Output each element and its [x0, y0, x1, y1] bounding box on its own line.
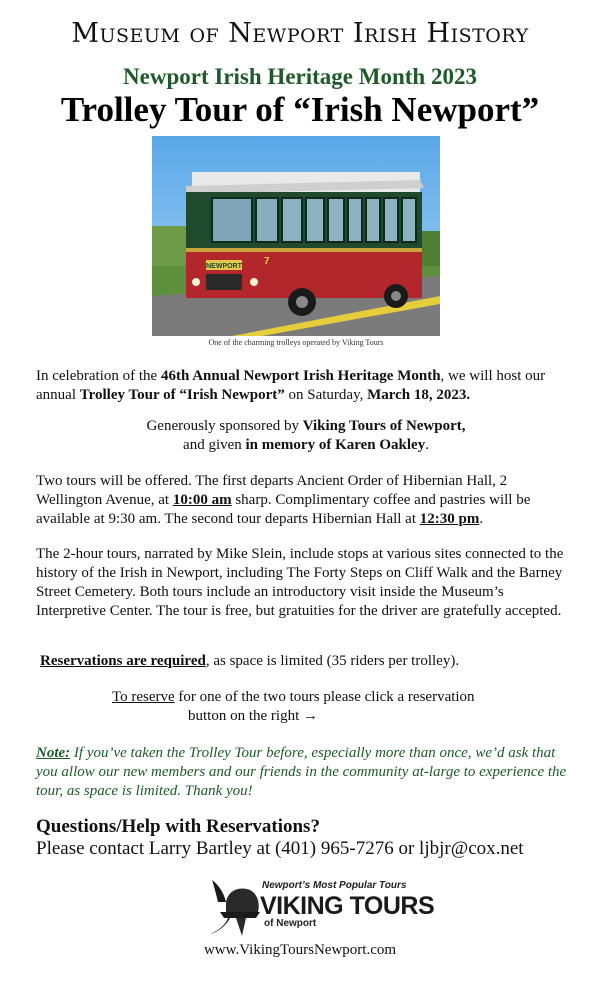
memorial-name: in memory of Karen Oakley — [245, 437, 426, 453]
trolley-sign: NEWPORT — [206, 263, 242, 270]
heritage-month-bold: 46th Annual Newport Irish Heritage Month — [160, 368, 441, 384]
reservations-required: Reservations are required — [40, 653, 206, 669]
reserve-link[interactable]: To reserve — [112, 689, 175, 705]
reserve-paragraph: To reserve for one of the two tours please click a reservation button on the right → — [112, 689, 475, 724]
tours-paragraph: Two tours will be offered. The first departs Ancient Order of Hibernian Hall, 2 Wellington Avenue, at 10:00 am sharp. Complimentary coffee and pastries will be available at 9:30 am. The second tour departs Hibernian Hall at 12:30 pm. — [36, 473, 531, 527]
note-paragraph: Note: If you’ve taken the Trolley Tour before, especially more than once, we’d ask that you allow our new members and our friends in the community at-large to experience the tour, as space is limited. Thank you! — [36, 745, 567, 799]
tour-name-bold: Trolley Tour of “Irish Newport” — [79, 387, 285, 403]
questions-heading: Questions/Help with Reservations? — [36, 816, 320, 837]
sponsor-paragraph: Generously sponsored by Viking Tours of Newport, and given in memory of Karen Oakley. — [146, 418, 466, 453]
details-paragraph: The 2-hour tours, narrated by Mike Slein, include stops at various sites connected to the history of the Irish in Newport, including The Forty Steps on Cliff Walk and the Barney Street Cemetery. Both tours include an introductory visit inside the Museum’s Interpretive Center. The tour is free, but gratuities for the driver are gratefully accepted. — [36, 546, 564, 619]
tour-date: March 18, 2023. — [367, 387, 471, 403]
reservations-paragraph: Reservations are required, as space is limited (35 riders per trolley). — [40, 653, 460, 669]
photo-caption: One of the charming trolleys operated by Viking Tours — [208, 338, 384, 347]
contact-info: Please contact Larry Bartley at (401) 965-7276 or ljbjr@cox.net — [36, 838, 524, 859]
trolley-photo — [152, 136, 440, 336]
website-link[interactable]: www.VikingToursNewport.com — [203, 942, 397, 958]
intro-paragraph: In celebration of the 46th Annual Newport Irish Heritage Month, we will host our annual Trolley Tour of “Irish Newport” on Saturday, March 18, 2023. — [36, 368, 546, 403]
heritage-month-heading: Newport Irish Heritage Month 2023 — [123, 64, 477, 89]
first-tour-time: 10:00 am — [172, 492, 232, 508]
note-label: Note: — [36, 745, 71, 761]
logo-tagline: Newport’s Most Popular Tours — [262, 880, 407, 891]
sponsor-name: Viking Tours of Newport, — [302, 418, 466, 434]
trolley-number: 7 — [264, 256, 270, 267]
trolley-illustration — [152, 136, 440, 336]
logo-name: VIKING TOURS — [260, 892, 435, 920]
second-tour-time: 12:30 pm — [419, 511, 480, 527]
logo-subtitle: of Newport — [264, 918, 317, 929]
tour-title: Trolley Tour of “Irish Newport” — [60, 90, 540, 129]
museum-title: Museum of Newport Irish History — [71, 18, 529, 49]
viking-helmet-icon — [206, 872, 266, 938]
